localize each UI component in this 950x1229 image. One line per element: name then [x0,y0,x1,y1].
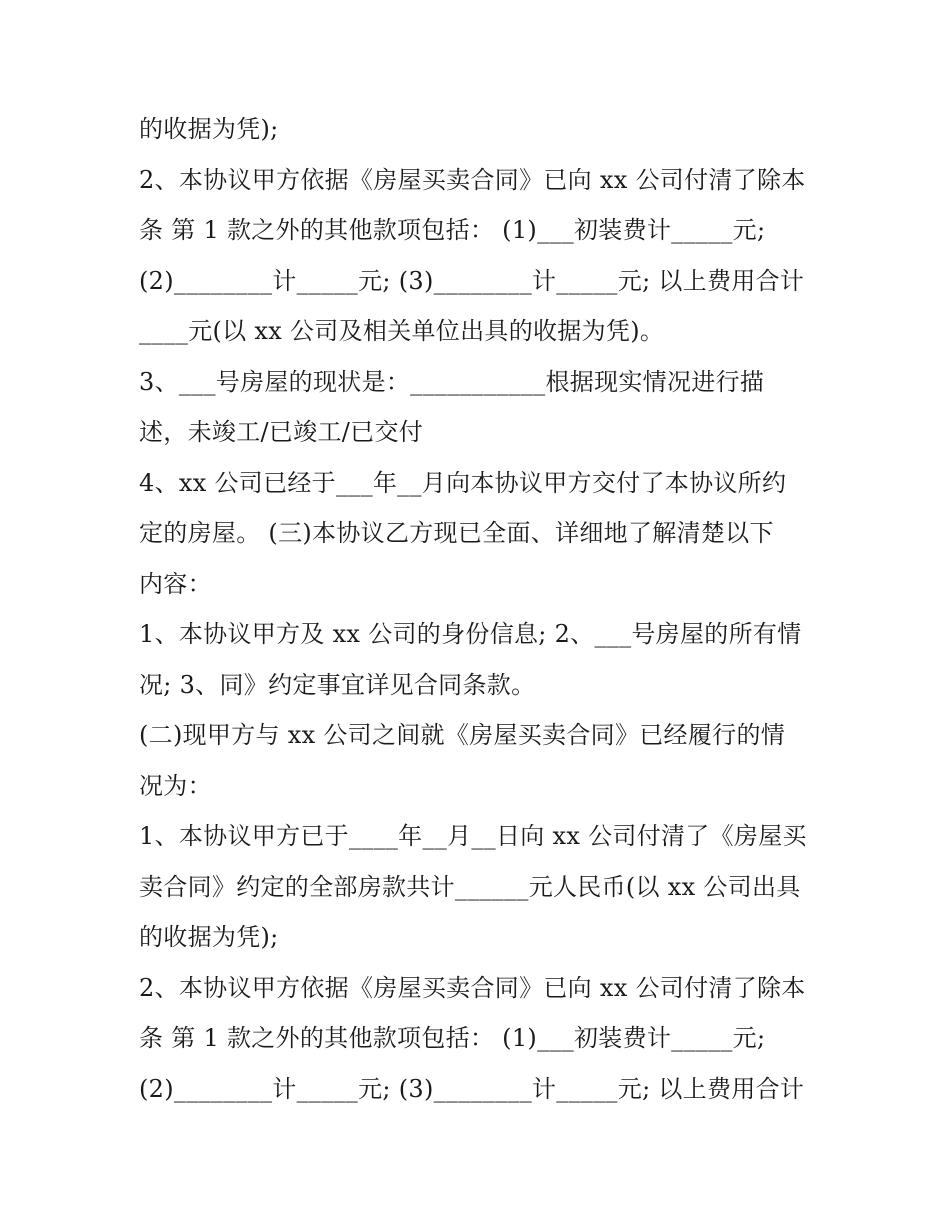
document-body [139,104,819,1114]
text-line: 2、本协议甲方依据《房屋买卖合同》已向 xx 公司付清了除本 [139,973,806,1002]
text-line: 条 第 1 款之外的其他款项包括： (1)___初装费计_____元; [139,1024,766,1052]
text-line: 的收据为凭); [139,923,279,951]
text-line: 1、本协议甲方及 xx 公司的身份信息; 2、___号房屋的所有情 [139,620,802,648]
text-line: 条 第 1 款之外的其他款项包括： (1)___初装费计_____元; [139,216,766,244]
text-line: 况为： [139,771,212,800]
text-line: (二)现甲方与 xx 公司之间就《房屋买卖合同》已经履行的情 [139,721,786,749]
text-line: 的收据为凭); [139,115,279,143]
text-line: 1、本协议甲方已于____年__月__日向 xx 公司付清了《房屋买 [139,822,807,850]
text-line: 3、___号房屋的现状是：___________根据现实情况进行描 [139,367,765,396]
text-line: ____元(以 xx 公司及相关单位出具的收据为凭)。 [139,317,665,345]
text-line: 定的房屋。 (三)本协议乙方现已全面、详细地了解清楚以下 [139,519,774,547]
text-line: 述，未竣工/已竣工/已交付 [139,418,424,446]
text-line: 4、xx 公司已经于___年__月向本协议甲方交付了本协议所约 [139,468,787,497]
text-line: 内容： [139,569,212,598]
text-line: (2)________计_____元; (3)________计_____元; 以上费用合计 [139,1074,805,1103]
text-line: 卖合同》约定的全部房款共计______元人民币(以 xx 公司出具 [139,872,801,901]
text-line: (2)________计_____元; (3)________计_____元; 以上费用合计 [139,266,805,295]
text-line: 2、本协议甲方依据《房屋买卖合同》已向 xx 公司付清了除本 [139,165,806,194]
text-line: 况; 3、同》约定事宜详见合同条款。 [139,670,536,699]
